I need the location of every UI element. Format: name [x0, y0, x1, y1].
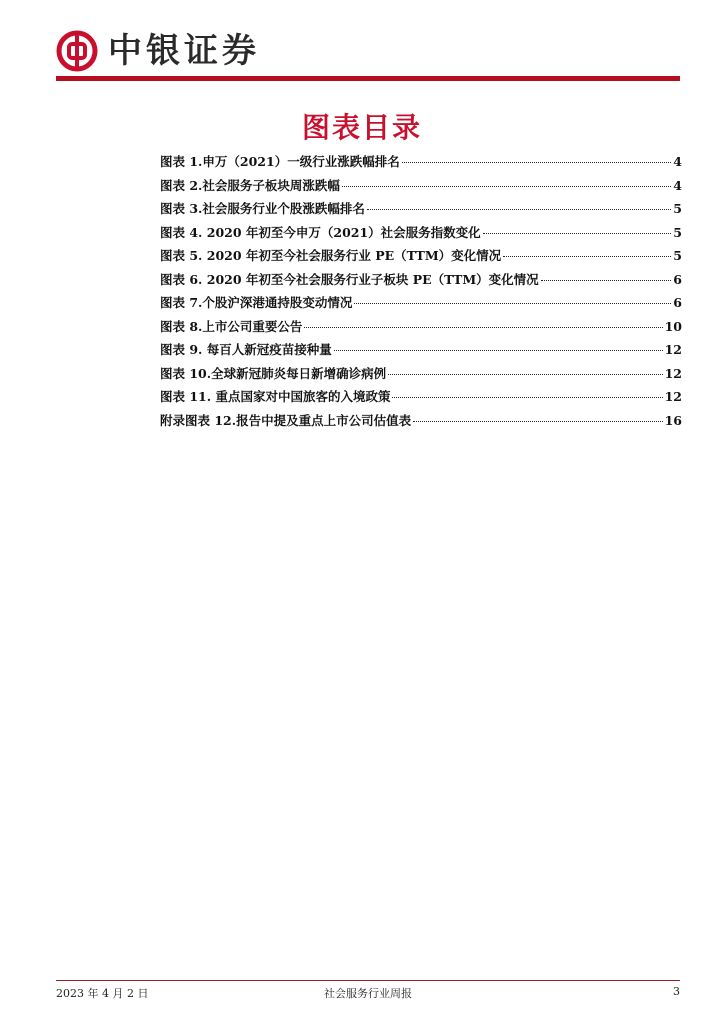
toc-entry-label[interactable]: 图表 7.个股沪深港通持股变动情况 — [160, 295, 353, 310]
toc-entry-page[interactable]: 4 — [673, 154, 682, 169]
toc-entry[interactable] — [160, 364, 682, 388]
toc-entry-label[interactable]: 图表 3.社会服务行业个股涨跌幅排名 — [160, 201, 365, 216]
header-divider — [56, 76, 680, 81]
toc-entry-label[interactable]: 图表 11. 重点国家对中国旅客的入境政策 — [160, 389, 391, 404]
toc-entry-page[interactable]: 5 — [673, 224, 682, 240]
brand-name: 中银证券 — [108, 31, 260, 71]
toc-entry-page[interactable]: 16 — [664, 412, 682, 428]
toc-entry-label[interactable]: 附录图表 12.报告中提及重点上市公司估值表 — [160, 412, 412, 428]
toc-dot-leader — [304, 327, 662, 328]
toc-entry[interactable] — [160, 152, 682, 176]
toc-entry-page[interactable]: 5 — [673, 201, 682, 216]
toc-entry-page[interactable]: 12 — [664, 365, 682, 381]
toc-dot-leader — [413, 421, 662, 422]
toc-entry[interactable] — [160, 270, 682, 294]
footer-report-name: 社会服务行业周报 — [324, 987, 412, 1000]
toc-dot-leader — [354, 303, 671, 304]
toc-title: 图表目录 — [301, 111, 422, 144]
toc-list — [160, 152, 682, 434]
toc-entry[interactable] — [160, 340, 682, 364]
toc-entry[interactable] — [160, 387, 682, 411]
toc-entry-page[interactable]: 6 — [673, 295, 682, 310]
toc-dot-leader — [503, 256, 671, 257]
toc-entry[interactable] — [160, 246, 682, 270]
toc-entry-label[interactable]: 图表 8.上市公司重要公告 — [160, 318, 303, 334]
toc-dot-leader — [541, 280, 672, 281]
toc-entry-page[interactable]: 10 — [664, 318, 682, 334]
toc-dot-leader — [402, 162, 672, 163]
header-logo — [56, 30, 260, 72]
footer — [56, 985, 680, 1001]
toc-entry-page[interactable]: 12 — [664, 389, 682, 404]
toc-entry[interactable] — [160, 411, 682, 435]
toc-entry[interactable] — [160, 199, 682, 223]
toc-dot-leader — [342, 186, 671, 187]
toc-dot-leader — [388, 374, 662, 375]
toc-entry-page[interactable]: 12 — [664, 342, 682, 357]
toc-entry[interactable] — [160, 223, 682, 247]
toc-entry-label[interactable]: 图表 5. 2020 年初至今社会服务行业 PE（TTM）变化情况 — [160, 248, 502, 263]
footer-date: 2023 年 4 月 2 日 — [56, 987, 149, 1000]
toc-entry[interactable] — [160, 293, 682, 317]
toc-dot-leader — [392, 397, 662, 398]
toc-entry-page[interactable]: 4 — [673, 177, 682, 193]
bank-of-china-logo-icon — [56, 30, 98, 72]
toc-entry[interactable] — [160, 176, 682, 200]
toc-entry-label[interactable]: 图表 9. 每百人新冠疫苗接种量 — [160, 342, 332, 357]
footer-page-number: 3 — [673, 985, 680, 998]
toc-entry-label[interactable]: 图表 4. 2020 年初至今申万（2021）社会服务指数变化 — [160, 224, 481, 240]
toc-entry[interactable] — [160, 317, 682, 341]
toc-entry-page[interactable]: 6 — [673, 271, 682, 287]
toc-entry-label[interactable]: 图表 10.全球新冠肺炎每日新增确诊病例 — [160, 365, 387, 381]
toc-entry-label[interactable]: 图表 6. 2020 年初至今社会服务行业子板块 PE（TTM）变化情况 — [160, 271, 539, 287]
toc-entry-label[interactable]: 图表 1.申万（2021）一级行业涨跌幅排名 — [160, 154, 400, 169]
toc-dot-leader — [334, 350, 663, 351]
toc-dot-leader — [483, 233, 672, 234]
toc-entry-label[interactable]: 图表 2.社会服务子板块周涨跌幅 — [160, 177, 340, 193]
footer-divider — [56, 980, 680, 981]
toc-entry-page[interactable]: 5 — [673, 248, 682, 263]
toc-dot-leader — [367, 209, 671, 210]
